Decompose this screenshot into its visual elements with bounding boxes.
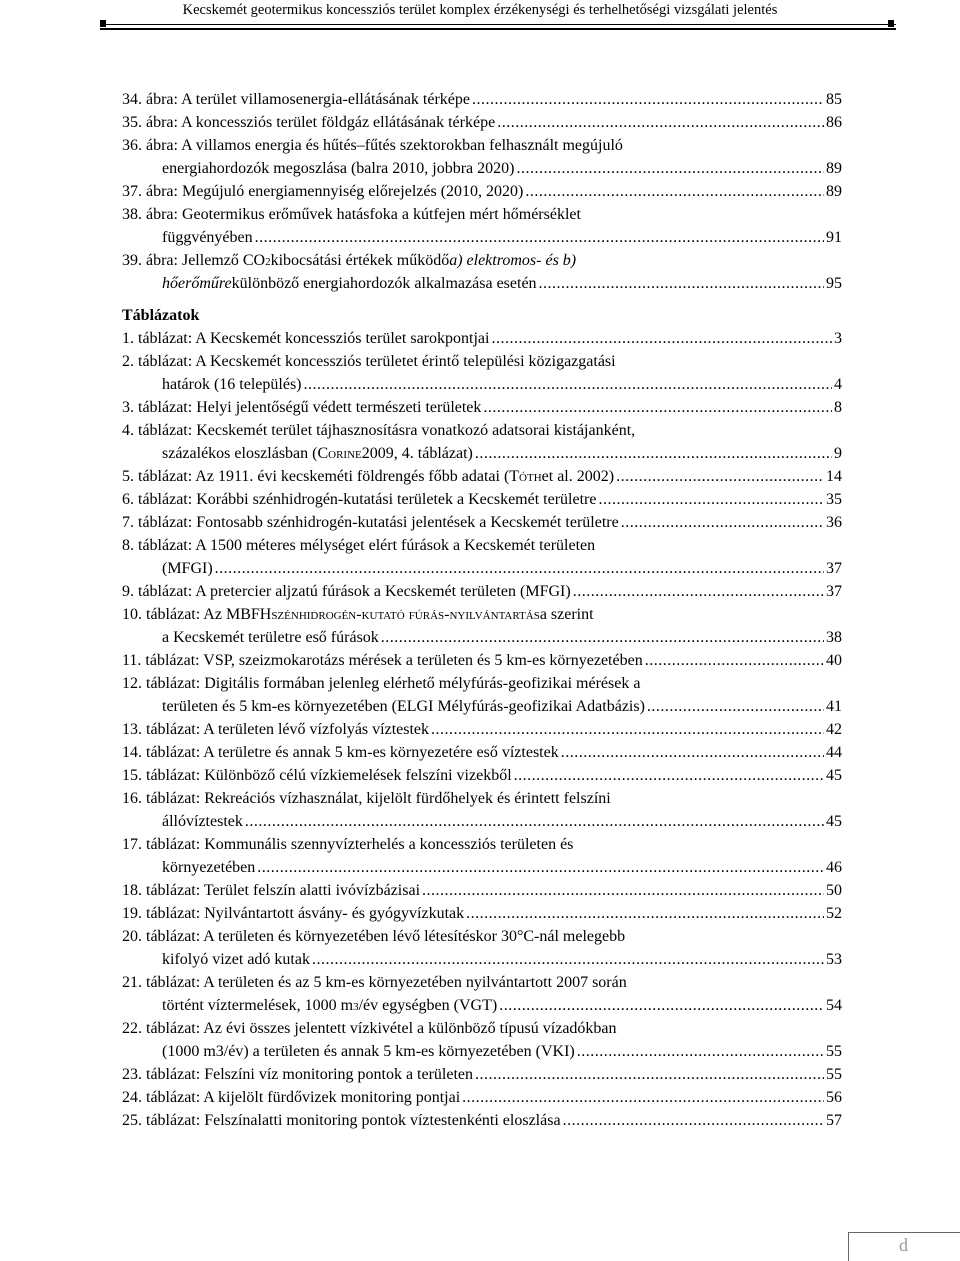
toc-table-entry[interactable] bbox=[122, 672, 842, 718]
entry-page-number: 55 bbox=[826, 1043, 842, 1060]
entry-text: 36. ábra: A villamos energia és hűtés–fűtés szektorokban felhasznált megújuló bbox=[122, 137, 623, 154]
dot-leader bbox=[516, 157, 824, 180]
entry-page-number: 44 bbox=[826, 744, 842, 761]
entry-text: et al. 2002) bbox=[541, 468, 615, 485]
entry-text: 3. táblázat: Helyi jelentőségű védett természeti területek bbox=[122, 399, 482, 416]
entry-text: 22. táblázat: Az évi összes jelentett vízkivétel a különböző típusú vízadókban bbox=[122, 1020, 617, 1037]
entry-text: 12. táblázat: Digitális formában jelenleg elérhető mélyfúrás-geofizikai mérések a bbox=[122, 675, 641, 692]
entry-text: 6. táblázat: Korábbi szénhidrogén-kutatási területek a Kecskemét területre bbox=[122, 491, 597, 508]
entry-page-number: 52 bbox=[826, 905, 842, 922]
toc-table-entry[interactable] bbox=[122, 649, 842, 672]
toc-table-entry[interactable] bbox=[122, 1086, 842, 1109]
dot-leader bbox=[381, 626, 824, 649]
tables-list-d bbox=[122, 1017, 842, 1132]
entry-page-number: 54 bbox=[826, 997, 842, 1014]
entry-page-number: 55 bbox=[826, 1066, 842, 1083]
entry-page-number: 95 bbox=[826, 275, 842, 292]
entry-text: 19. táblázat: Nyilvántartott ásvány- és gyógyvízkutak bbox=[122, 905, 465, 922]
entry-text: /év egységben (VGT) bbox=[358, 997, 498, 1014]
entry-page-number: 9 bbox=[834, 445, 842, 462]
dot-leader bbox=[499, 994, 824, 1017]
entry-text: környezetében bbox=[162, 859, 256, 876]
toc-table-entry[interactable] bbox=[122, 488, 842, 511]
entry-page-number: 89 bbox=[826, 160, 842, 177]
dot-leader bbox=[475, 442, 832, 465]
header-rule-thin bbox=[100, 24, 896, 25]
tables-list bbox=[122, 327, 842, 419]
entry-page-number: 41 bbox=[826, 698, 842, 715]
entry-page-number: 4 bbox=[834, 376, 842, 393]
entry-text: 2009, 4. táblázat) bbox=[361, 445, 473, 462]
entry-text: energiahordozók megoszlása (balra 2010, jobbra 2020) bbox=[162, 160, 515, 177]
toc-table-entry[interactable] bbox=[122, 833, 842, 879]
toc-entry-table-5[interactable] bbox=[122, 465, 842, 488]
toc-entry-table-4[interactable] bbox=[122, 419, 842, 465]
entry-text: (MFGI) bbox=[162, 560, 213, 577]
dot-leader bbox=[431, 718, 824, 741]
dot-leader bbox=[215, 557, 824, 580]
toc-table-entry[interactable] bbox=[122, 350, 842, 396]
toc-table-entry[interactable] bbox=[122, 718, 842, 741]
dot-leader bbox=[475, 1063, 824, 1086]
dot-leader bbox=[514, 764, 824, 787]
entry-page-number: 38 bbox=[826, 629, 842, 646]
toc-table-entry[interactable] bbox=[122, 764, 842, 787]
toc-table-entry[interactable] bbox=[122, 1017, 842, 1063]
toc-entry-figure-39[interactable]: 39. ábra: Jellemző CO 2 kibocsátási értékek működő a) elektromos- és b) hőerőműre különböző energiahordozók alkalmazása esetén ..... 95 bbox=[122, 249, 842, 295]
entry-page-number: 42 bbox=[826, 721, 842, 738]
entry-page-number: 46 bbox=[826, 859, 842, 876]
toc-table-entry[interactable] bbox=[122, 902, 842, 925]
entry-text: 10. táblázat: Az MBFH bbox=[122, 606, 272, 623]
entry-text: 38. ábra: Geotermikus erőművek hatásfoka a kútfejen mért hőmérséklet bbox=[122, 206, 581, 223]
toc-table-entry[interactable] bbox=[122, 396, 842, 419]
entry-page-number: 40 bbox=[826, 652, 842, 669]
dot-leader bbox=[525, 180, 824, 203]
entry-italic: a) elektromos- és b) bbox=[449, 252, 577, 269]
toc-table-entry[interactable] bbox=[122, 534, 842, 580]
entry-text: 2. táblázat: A Kecskemét koncessziós területet érintő települési közigazgatási bbox=[122, 353, 616, 370]
entry-text: százalékos eloszlásban (C bbox=[162, 445, 329, 462]
entry-smallcaps: orine bbox=[328, 445, 362, 462]
toc-table-entry[interactable] bbox=[122, 1109, 842, 1132]
entry-text: 39. ábra: Jellemző CO bbox=[122, 252, 266, 269]
corner-mark-text: d bbox=[899, 1235, 908, 1255]
entry-text: 8. táblázat: A 1500 méteres mélységet elért fúrások a Kecskemét területen bbox=[122, 537, 596, 554]
entry-text: 17. táblázat: Kommunális szennyvízterhelés a koncessziós területen és bbox=[122, 836, 574, 853]
figures-list bbox=[122, 88, 842, 249]
entry-text: állóvíztestek bbox=[162, 813, 243, 830]
toc-figure-entry[interactable] bbox=[122, 134, 842, 180]
entry-page-number: 85 bbox=[826, 91, 842, 108]
entry-text: 13. táblázat: A területen lévő vízfolyás víztestek bbox=[122, 721, 430, 738]
dot-leader bbox=[483, 396, 832, 419]
entry-page-number: 8 bbox=[834, 399, 842, 416]
entry-text: 14. táblázat: A területre és annak 5 km-es környezetére eső víztestek bbox=[122, 744, 559, 761]
dot-leader bbox=[563, 1109, 824, 1132]
entry-text: 34. ábra: A terület villamosenergia-ellátásának térképe bbox=[122, 91, 471, 108]
toc-table-entry[interactable] bbox=[122, 787, 842, 833]
entry-text: 24. táblázat: A kijelölt fürdővizek monitoring pontjai bbox=[122, 1089, 461, 1106]
entry-italic: hőerőműre bbox=[162, 275, 232, 292]
dot-leader bbox=[577, 1040, 824, 1063]
toc-table-entry[interactable] bbox=[122, 879, 842, 902]
entry-text: 20. táblázat: A területen és környezetében lévő létesítéskor 30°C-nál melegebb bbox=[122, 928, 626, 945]
dot-leader bbox=[462, 1086, 824, 1109]
dot-leader bbox=[621, 511, 824, 534]
toc-entry-table-21[interactable]: 21. táblázat: A területen és az 5 km-es környezetében nyilvántartott 2007 során történt víztermelések, 1000 m 3 /év egységben (VGT) ..... 54 bbox=[122, 971, 842, 1017]
dot-leader bbox=[497, 111, 824, 134]
entry-text: 11. táblázat: VSP, szeizmokarotázs mérések a területen és 5 km-es környezetében bbox=[122, 652, 643, 669]
header-rule-thick bbox=[100, 28, 896, 30]
entry-text: 1. táblázat: A Kecskemét koncessziós terület sarokpontjai bbox=[122, 330, 490, 347]
page-header bbox=[0, 0, 960, 32]
entry-text: 4. táblázat: Kecskemét terület tájhasznosításra vonatkozó adatsorai kistájanként, bbox=[122, 422, 636, 439]
entry-text: kifolyó vizet adó kutak bbox=[162, 951, 310, 968]
dot-leader bbox=[304, 373, 833, 396]
toc-table-entry[interactable] bbox=[122, 1063, 842, 1086]
toc-table-entry[interactable] bbox=[122, 580, 842, 603]
entry-page-number: 56 bbox=[826, 1089, 842, 1106]
tables-list-c bbox=[122, 649, 842, 971]
entry-page-number: 37 bbox=[826, 560, 842, 577]
table-of-contents bbox=[122, 88, 842, 1132]
entry-page-number: 91 bbox=[826, 229, 842, 246]
entry-text: 7. táblázat: Fontosabb szénhidrogén-kutatási jelentések a Kecskemét területre bbox=[122, 514, 619, 531]
entry-text: 5. táblázat: Az 1911. évi kecskeméti földrengés főbb adatai (T bbox=[122, 468, 520, 485]
entry-page-number: 45 bbox=[826, 767, 842, 784]
entry-text: (1000 m3/év) a területen és annak 5 km-es környezetében (VKI) bbox=[162, 1043, 575, 1060]
toc-figure-entry[interactable] bbox=[122, 180, 842, 203]
entry-page-number: 3 bbox=[834, 330, 842, 347]
dot-leader bbox=[573, 580, 824, 603]
entry-text: 18. táblázat: Terület felszín alatti ivóvízbázisai bbox=[122, 882, 421, 899]
dot-leader bbox=[472, 88, 824, 111]
dot-leader bbox=[312, 948, 824, 971]
dot-leader bbox=[491, 327, 832, 350]
tables-list-b bbox=[122, 488, 842, 603]
entry-page-number: 50 bbox=[826, 882, 842, 899]
entry-text: határok (16 település) bbox=[162, 376, 302, 393]
entry-text: történt víztermelések, 1000 m bbox=[162, 997, 354, 1014]
entry-page-number: 35 bbox=[826, 491, 842, 508]
dot-leader bbox=[645, 649, 824, 672]
dot-leader bbox=[598, 488, 824, 511]
entry-text: a Kecskemét területre eső fúrások bbox=[162, 629, 379, 646]
entry-text: 9. táblázat: A pretercier aljzatú fúrások a Kecskemét területen (MFGI) bbox=[122, 583, 571, 600]
entry-page-number: 89 bbox=[826, 183, 842, 200]
tables-section-title: Táblázatok bbox=[122, 307, 200, 324]
entry-text: 16. táblázat: Rekreációs vízhasználat, kijelölt fürdőhelyek és érintett felszíni bbox=[122, 790, 611, 807]
toc-table-entry[interactable] bbox=[122, 925, 842, 971]
entry-text: 21. táblázat: A területen és az 5 km-es környezetében nyilvántartott 2007 során bbox=[122, 974, 627, 991]
entry-text: 35. ábra: A koncessziós terület földgáz ellátásának térképe bbox=[122, 114, 496, 131]
toc-figure-entry[interactable] bbox=[122, 88, 842, 111]
dot-leader bbox=[647, 695, 824, 718]
toc-table-entry[interactable] bbox=[122, 511, 842, 534]
entry-page-number: 86 bbox=[826, 114, 842, 131]
dot-leader bbox=[422, 879, 824, 902]
entry-page-number: 57 bbox=[826, 1112, 842, 1129]
entry-smallcaps: szénhidrogén-kutató fúrás-nyilvántartás bbox=[271, 606, 540, 623]
entry-text: kibocsátási értékek működő bbox=[270, 252, 450, 269]
entry-text: területen és 5 km-es környezetében (ELGI Mélyfúrás-geofizikai Adatbázis) bbox=[162, 698, 645, 715]
dot-leader bbox=[561, 741, 824, 764]
toc-table-entry[interactable] bbox=[122, 741, 842, 764]
entry-smallcaps: óth bbox=[519, 468, 542, 485]
dot-leader bbox=[616, 465, 824, 488]
entry-text: a szerint bbox=[539, 606, 594, 623]
entry-page-number: 14 bbox=[826, 468, 842, 485]
page-corner-mark bbox=[848, 1232, 960, 1261]
entry-text: 37. ábra: Megújuló energiamennyiség előrejelzés (2010, 2020) bbox=[122, 183, 524, 200]
header-title: Kecskemét geotermikus koncessziós terület komplex érzékenységi és terhelhetőségi vizsgálati jelentés bbox=[182, 2, 778, 18]
entry-text: függvényében bbox=[162, 229, 253, 246]
entry-page-number: 37 bbox=[826, 583, 842, 600]
toc-figure-entry[interactable] bbox=[122, 111, 842, 134]
dot-leader bbox=[245, 810, 824, 833]
entry-page-number: 45 bbox=[826, 813, 842, 830]
entry-page-number: 53 bbox=[826, 951, 842, 968]
dot-leader bbox=[539, 272, 824, 295]
entry-text: különböző energiahordozók alkalmazása esetén bbox=[231, 275, 537, 292]
dot-leader bbox=[255, 226, 824, 249]
toc-table-entry[interactable] bbox=[122, 327, 842, 350]
toc-figure-entry[interactable] bbox=[122, 203, 842, 249]
entry-text: 23. táblázat: Felszíni víz monitoring pontok a területen bbox=[122, 1066, 474, 1083]
entry-text: 15. táblázat: Különböző célú vízkiemelések felszíni vizekből bbox=[122, 767, 512, 784]
entry-page-number: 36 bbox=[826, 514, 842, 531]
dot-leader bbox=[257, 856, 824, 879]
entry-text: 25. táblázat: Felszínalatti monitoring pontok víztestenkénti eloszlása bbox=[122, 1112, 561, 1129]
toc-entry-table-10[interactable] bbox=[122, 603, 842, 649]
dot-leader bbox=[466, 902, 824, 925]
